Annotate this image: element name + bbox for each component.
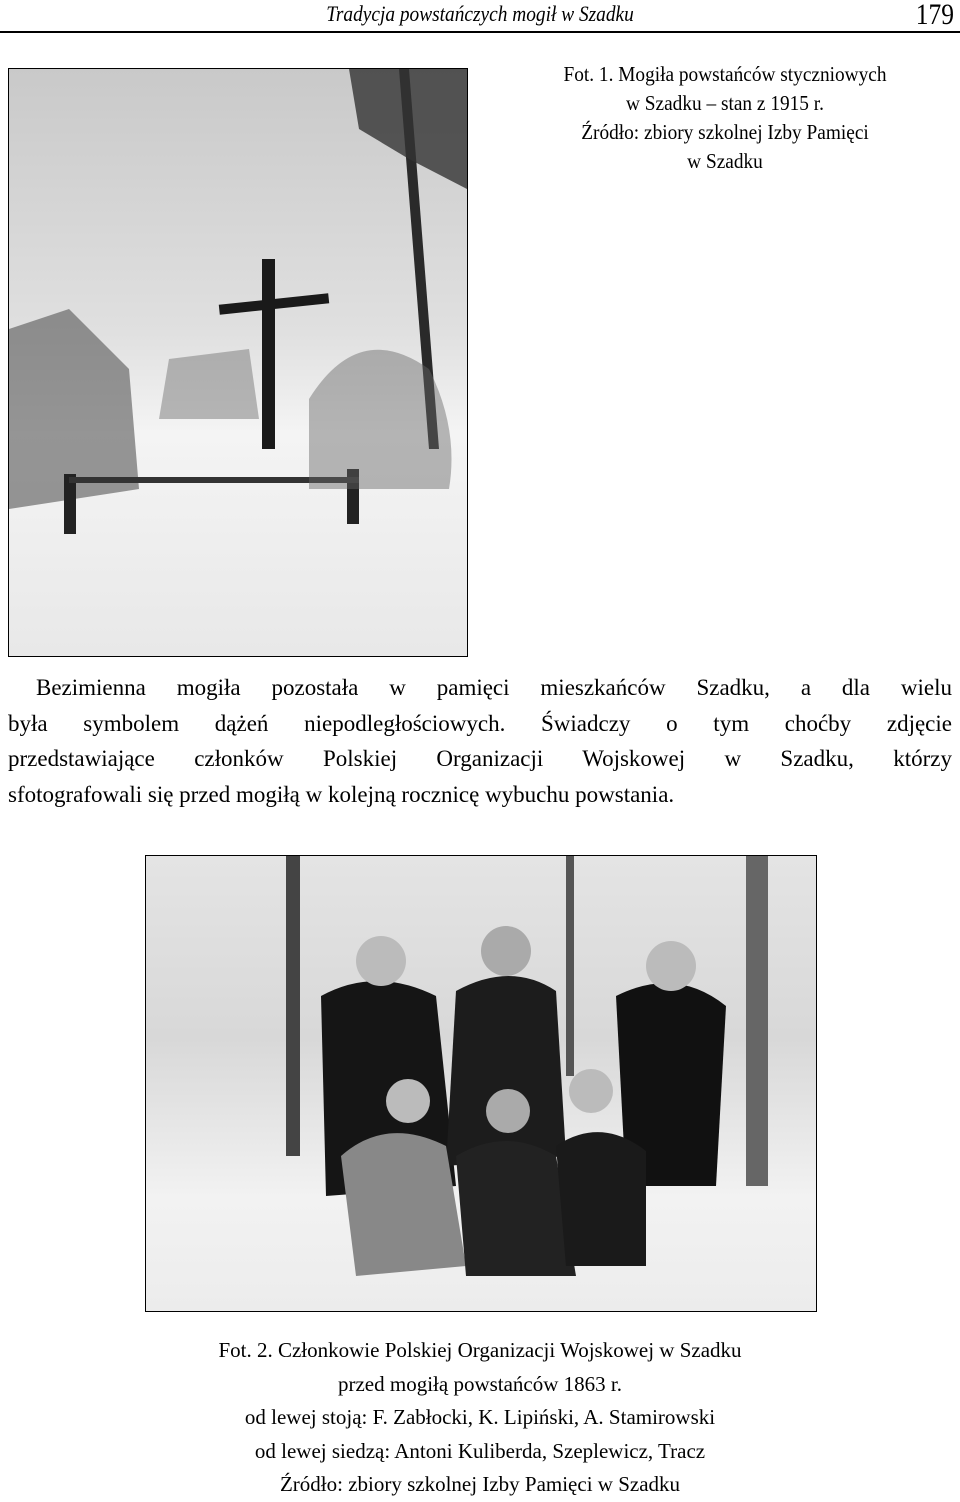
- caption-line: w Szadku – stan z 1915 r.: [625, 91, 825, 115]
- paragraph-line: przedstawiające członków Polskiej Organizacji Wojskowej w Szadku, którzy: [8, 746, 952, 771]
- paragraph-line: Bezimienna mogiła pozostała w pamięci mieszkańców Szadku, a dla wielu: [36, 675, 952, 700]
- figure-1-caption: [509, 60, 941, 176]
- group-portrait-illustration: [146, 856, 816, 1311]
- caption-line: Fot. 2. Członkowie Polskiej Organizacji Wojskowej w Szadku: [218, 1338, 742, 1362]
- body-paragraph: [8, 670, 952, 812]
- caption-line: Źródło: zbiory szkolnej Izby Pamięci: [581, 120, 869, 144]
- caption-line: Źródło: zbiory szkolnej Izby Pamięci w Szadku: [279, 1472, 681, 1496]
- paragraph-line: sfotografowali się przed mogiłą w kolejną rocznicę wybuchu powstania.: [8, 781, 675, 807]
- photo-pow-members: [145, 855, 817, 1312]
- figure-2-caption: [0, 1334, 960, 1502]
- running-title: Tradycja powstańczych mogił w Szadku: [326, 1, 634, 26]
- caption-line: od lewej stoją: F. Zabłocki, K. Lipiński, A. Stamirowski: [244, 1405, 716, 1429]
- grave-cross-illustration: [9, 69, 467, 656]
- caption-line: w Szadku: [687, 149, 763, 173]
- caption-line: przed mogiłą powstańców 1863 r.: [337, 1371, 623, 1396]
- paragraph-line: była symbolem dążeń niepodległościowych. Świadczy o tym choćby zdjęcie: [8, 710, 952, 736]
- photo-grave-cross-1915: [8, 68, 468, 657]
- running-header: [0, 0, 960, 33]
- caption-line: Fot. 1. Mogiła powstańców styczniowych: [563, 62, 887, 86]
- page-number: 179: [915, 0, 954, 31]
- caption-line: od lewej siedzą: Antoni Kuliberda, Szeplewicz, Tracz: [254, 1438, 706, 1463]
